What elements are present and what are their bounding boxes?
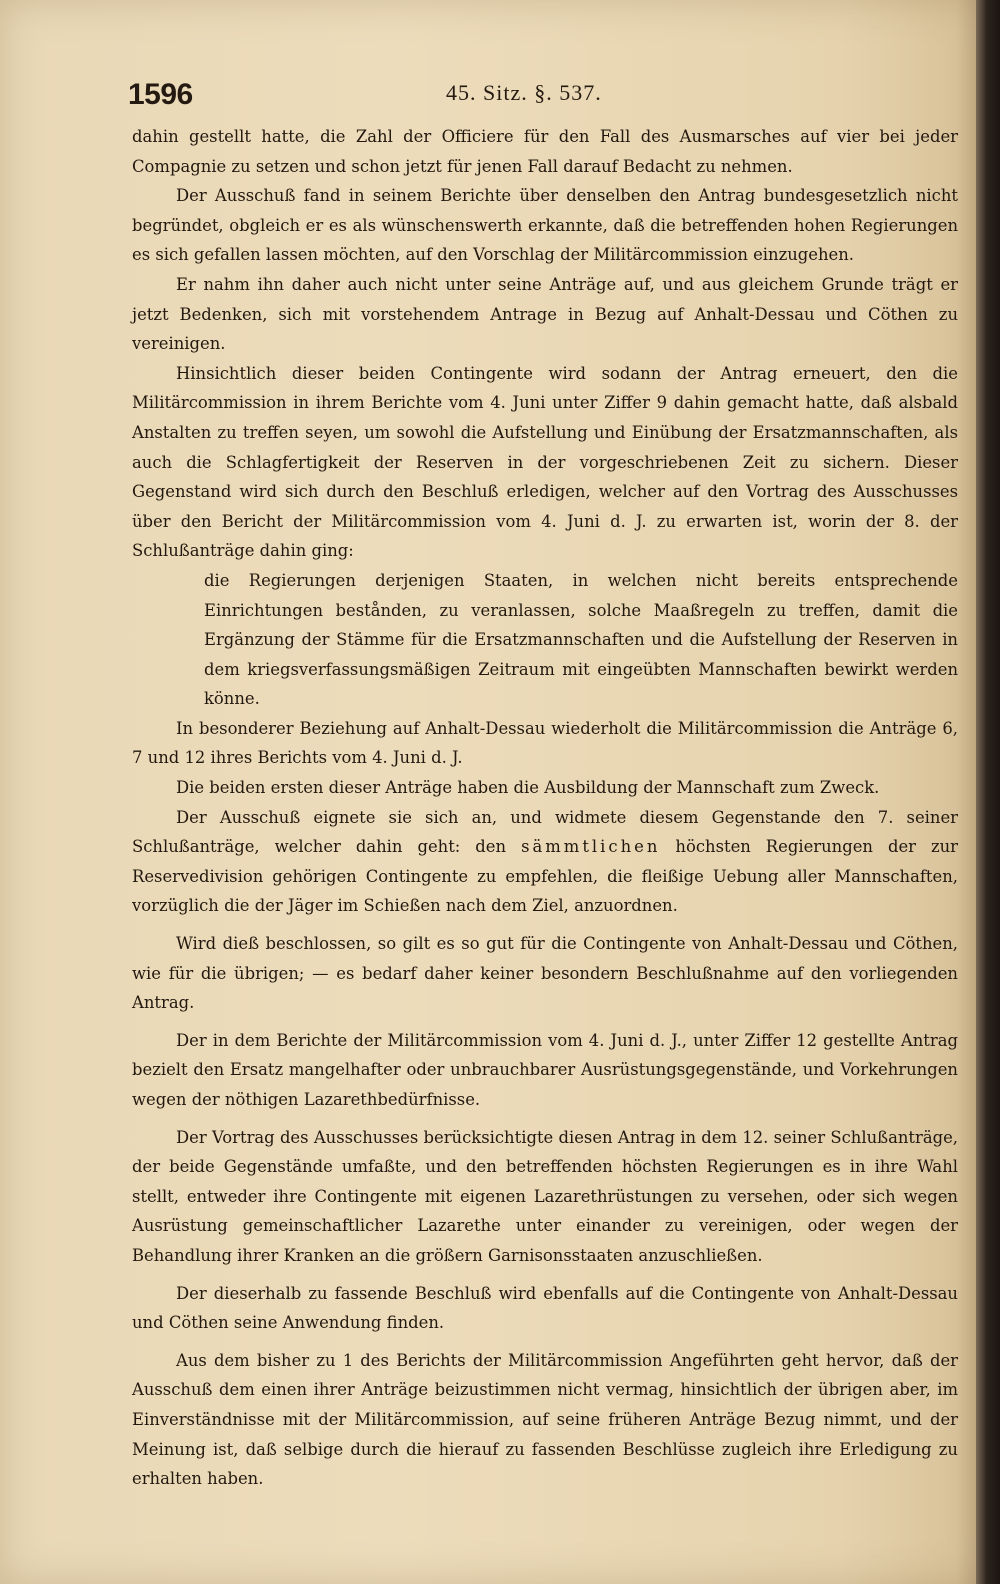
paragraph: Der dieserhalb zu fassende Beschluß wird ebenfalls auf die Contingente von Anhalt-Dessau und Cöthen seine Anwendung finden.	[132, 1283, 958, 1333]
paragraph: Hinsichtlich dieser beiden Contingente wird sodann der Antrag erneuert, den die Militärcommission in ihrem Berichte vom 4. Juni unter Ziffer 9 dahin gemacht hatte, daß alsbald Anstalten zu treffen seyen, um sowohl die Aufstellung und Einübung der Ersatzmannschaften, als auch die Schlagfertigkeit der Reserven in der vorgeschriebenen Zeit zu sichern. Dieser Gegenstand wird sich durch den Beschluß erledigen, welcher auf den Vortrag des Ausschusses über den Bericht der Militärcommission vom 4. Juni d. J. zu erwarten ist, worin der 8. der Schlußanträge dahin ging:	[132, 363, 958, 561]
page-header	[128, 72, 958, 112]
paragraph: Der in dem Berichte der Militärcommission vom 4. Juni d. J., unter Ziffer 12 gestellte Antrag bezielt den Ersatz mangelhafter oder unbrauchbarer Ausrüstungsgegenstände, und Vorkehrungen wegen der nöthigen Lazarethbedürfnisse.	[132, 1030, 958, 1109]
body-text	[132, 122, 958, 1494]
quoted-resolution: die Regierungen derjenigen Staaten, in welchen nicht bereits entsprechende Einrichtungen bestånden, zu veranlassen, solche Maaßregeln zu treffen, damit die Ergänzung der Stämme für die Ersatzmannschaften und die Aufstellung der Reserven in dem kriegsverfassungsmäßigen Zeitraum mit eingeübten Mannschaften bewirkt werden könne.	[204, 570, 958, 709]
paragraph: Der Vortrag des Ausschusses berücksichtigte diesen Antrag in dem 12. seiner Schlußanträge, der beide Gegenstände umfaßte, und den betreffenden höchsten Regierungen es in ihre Wahl stellt, entweder ihre Contingente mit eigenen Lazarethrüstungen zu versehen, oder sich wegen Ausrüstung gemeinschaftlicher Lazarethe unter einander zu vereinigen, oder wegen der Behandlung ihrer Kranken an die größern Garnisonsstaaten anzuschließen.	[132, 1127, 958, 1265]
paragraph	[132, 803, 958, 921]
running-head: 45. Sitz. §. 537.	[446, 80, 602, 105]
paragraph-text: Der Ausschuß eignete sie sich an, und widmete diesem Gegenstande den 7. seiner Schlußanträge, welcher dahin geht: den	[132, 807, 958, 857]
emphasized-word: sämmtlichen	[521, 837, 661, 857]
paragraph-text: höchsten Regierungen der zur Reservedivision gehörigen Contingente zu empfehlen, die fleißige Uebung aller Mannschaften, vorzüglich die der Jäger im Schießen nach dem Ziel, anzuordnen.	[132, 837, 959, 916]
paragraph-continuation: dahin gestellt hatte, die Zahl der Officiere für den Fall des Ausmarsches auf vier bei jeder Compagnie zu setzen und schon jetzt für jenen Fall darauf Bedacht zu nehmen.	[132, 127, 958, 176]
page-number: 1596	[128, 78, 193, 111]
paragraph: Die beiden ersten dieser Anträge haben die Ausbildung der Mannschaft zum Zweck.	[176, 778, 880, 798]
paragraph: Er nahm ihn daher auch nicht unter seine Anträge auf, und aus gleichem Grunde trägt er jetzt Bedenken, sich mit vorstehendem Antrage in Bezug auf Anhalt-Dessau und Cöthen zu vereinigen.	[132, 274, 958, 354]
paragraph: Der Ausschuß fand in seinem Berichte über denselben den Antrag bundesgesetzlich nicht begründet, obgleich er es als wünschenswerth erkannte, daß die betreffenden hohen Regierungen es sich gefallen lassen möchten, auf den Vorschlag der Militärcommission einzugehen.	[132, 186, 958, 265]
paragraph: Aus dem bisher zu 1 des Berichts der Militärcommission Angeführten geht hervor, daß der Ausschuß dem einen ihrer Anträge beizustimmen nicht vermag, hinsichtlich der übrigen aber, im Einverständnisse mit der Militärcommission, auf seine früheren Anträge Bezug nimmt, und der Meinung ist, daß selbige durch die hierauf zu fassenden Beschlüsse zugleich ihre Erledigung zu erhalten haben.	[132, 1350, 958, 1489]
paragraph: Wird dieß beschlossen, so gilt es so gut für die Contingente von Anhalt-Dessau und Cöthen, wie für die übrigen; — es bedarf daher keiner besondern Beschlußnahme auf den vorliegenden Antrag.	[132, 934, 958, 1013]
book-binding-edge	[976, 0, 1000, 1584]
paragraph: In besonderer Beziehung auf Anhalt-Dessau wiederholt die Militärcommission die Anträge 6, 7 und 12 ihres Berichts vom 4. Juni d. J.	[132, 718, 958, 768]
